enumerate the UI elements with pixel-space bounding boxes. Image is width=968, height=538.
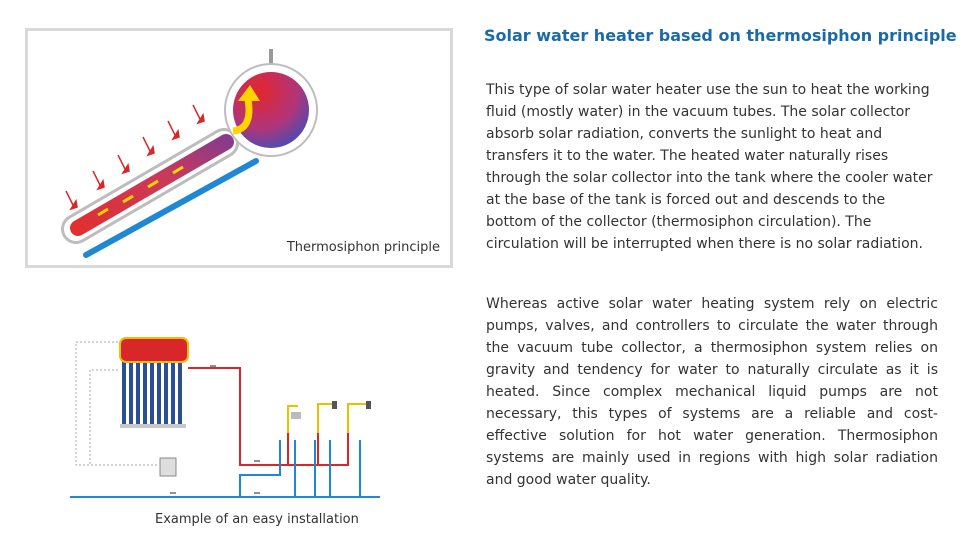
installation-caption: Example of an easy installation [155,512,359,527]
tap-right [348,404,366,433]
article-title: Solar water heater based on thermosiphon principle [484,26,957,45]
paragraph-1: This type of solar water heater use the sun to heat the working fluid (mostly water) in the vacuum tubes. The solar collector absorb solar radiation, converts the sunlight to heat and transfers it to the water. The heated water naturally rises through the solar collector into the tank where the cooler water at the base of the tank is forced out and descends to the bottom of the collector (thermosiphon circulation). The circulation will be interrupted when there is no solar radiation. [486,82,933,252]
vacuum-tube-collector [122,362,182,424]
thermosiphon-caption: Thermosiphon principle [286,240,440,255]
thermosiphon-figure [25,28,453,268]
controller-unit [160,458,176,476]
thermosiphon-illustration [28,31,450,265]
hot-pipe [188,368,348,465]
storage-tank [120,338,188,362]
installation-diagram [70,330,390,505]
paragraph-2: Whereas active solar water heating system rely on electric pumps, valves, and controllers to circulate the water through the vacuum tube collector, a thermosiphon system relies on gravity and tendency for water to naturally circulate as it is heated. Since complex mechanical liquid pumps are not necessary, this types of systems are a reliable and cost-effective solution for hot water generation. Thermosiphon systems are mainly used in regions with high solar radiation and good water quality. [486,296,938,488]
tap-left [318,404,332,433]
installation-figure [70,330,390,505]
shower-fixture [288,406,298,433]
tank-water [233,72,309,148]
